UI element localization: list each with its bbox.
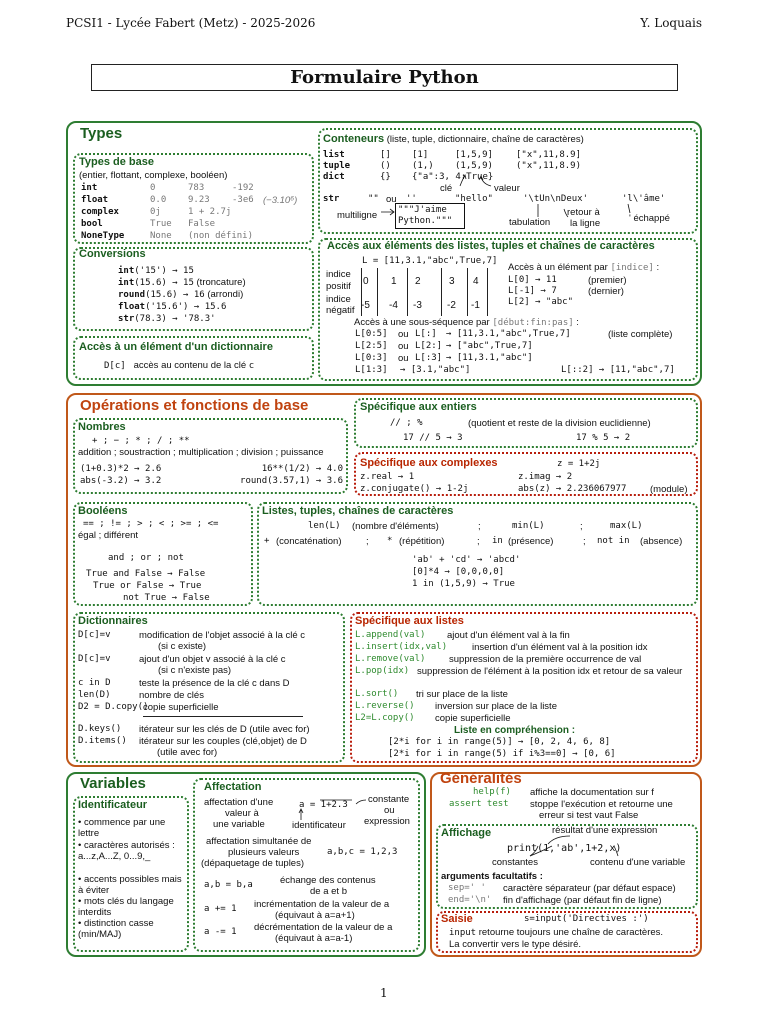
affect-desc2-b: plusieurs valeurs — [228, 847, 300, 858]
index-positive: 1 — [391, 276, 397, 287]
list-method-code: L2=L.copy() — [355, 713, 415, 723]
affect-constante-2: ou — [384, 805, 395, 816]
sub-access-ou: ou — [398, 329, 409, 340]
sub-access-title: Accès à une sous-séquence par — [354, 317, 490, 328]
sub-access-result: → ["abc",True,7] — [446, 341, 533, 351]
entiers-ops: // ; % — [390, 418, 423, 428]
listes-title: Listes, tuples, chaînes de caractères — [262, 505, 454, 517]
nombres-title: Nombres — [78, 421, 126, 433]
triple-quote-line1: """J'aime — [398, 205, 447, 215]
indice-positif-1: indice — [326, 269, 351, 280]
index-negative: -4 — [389, 300, 398, 311]
affichage-result-label: résultat d'une expression — [552, 825, 658, 836]
index-positive: 0 — [363, 276, 369, 287]
comprehension-2: [2*i for i in range(5) if i%3==0] → [0, 6] — [388, 749, 616, 759]
listes-fn-code: min(L) — [512, 521, 545, 531]
sub-access-note: (liste complète) — [608, 329, 673, 340]
affect-text-line2: de a et b — [310, 886, 347, 897]
label-echappe: ' échappé — [629, 213, 670, 224]
complexes-real: z.real → 1 — [360, 472, 415, 482]
dict-access-text: accès au contenu de la clé — [133, 360, 247, 371]
affect-title: Affectation — [204, 781, 262, 793]
list-method-code: L.insert(idx,val) — [355, 642, 448, 652]
container-example: [] — [380, 150, 391, 160]
elem-access-note: (premier) — [588, 275, 627, 286]
dict-op-text: ajout d'un objet v associé à la clé c — [139, 654, 286, 665]
print-arg-text: caractère séparateur (par défaut espace) — [503, 883, 676, 894]
label-retour: retour à — [567, 207, 600, 218]
entiers-ex1: 17 // 5 → 3 — [403, 433, 463, 443]
label-la-ligne: la ligne — [570, 218, 601, 229]
index-negative: -1 — [471, 300, 480, 311]
saisie-text-2: La convertir vers le type désiré. — [449, 939, 582, 950]
base-types-title: Types de base — [79, 156, 154, 168]
container-example: ("x",11,8.9) — [516, 161, 582, 171]
index-separator — [407, 268, 408, 316]
booleens-cmp-desc: égal ; différent — [78, 530, 139, 541]
entiers-title: Spécifique aux entiers — [360, 401, 477, 413]
listes-fn-text: (nombre d'éléments) — [352, 521, 439, 532]
conversion-row — [118, 289, 243, 301]
base-type-note: (−3.10⁶) — [263, 195, 298, 206]
nombres-example-left: abs(-3.2) → 3.2 — [80, 476, 162, 486]
affichage-arrows — [510, 834, 630, 858]
conversion-row — [118, 313, 216, 325]
container-example: {"a":3, 4:True} — [412, 172, 494, 182]
sub-access-colon: : — [576, 317, 579, 328]
container-example: {} — [380, 172, 391, 182]
affichage-code: print(1,'ab',1+2,x) — [507, 843, 622, 854]
dict-access-line — [104, 360, 254, 372]
list-method-code: L.remove(val) — [355, 654, 426, 664]
base-type-name: int — [81, 183, 98, 193]
conversion-result: (15.6) → 16 — [145, 290, 205, 300]
list-method-text: inversion sur place de la liste — [435, 701, 557, 712]
base-type-example: 9.23 — [188, 195, 210, 205]
str-annotation-arrows — [530, 201, 640, 219]
dict-access-title: Accès à un élément d'un dictionnaire — [79, 341, 273, 353]
complexes-conj: z.conjugate() → 1-2j — [360, 484, 469, 494]
sub-access-ou: ou — [398, 341, 409, 352]
affect-code: a,b = b,a — [204, 880, 253, 890]
index-positive: 4 — [473, 276, 479, 287]
header-right: Y. Loquais — [640, 16, 702, 30]
booleens-title: Booléens — [78, 505, 128, 517]
list-definition: L = [11,3.1,"abc",True,7] — [362, 256, 498, 266]
comprehension-title: Liste en compréhension : — [454, 725, 576, 736]
str-empty-1: "" — [368, 194, 379, 204]
saisie-text-1-rest: retourne toujours une chaîne de caractères. — [478, 927, 664, 938]
index-negative: -3 — [413, 300, 422, 311]
containers-heading — [323, 134, 584, 145]
indice-negatif-2: négatif — [326, 305, 355, 316]
index-separator — [467, 268, 468, 316]
dict-op-code: D2 = D.copy() — [78, 702, 149, 712]
slistes-title: Spécifique aux listes — [355, 615, 464, 627]
dict-op-subtext: (utile avec for) — [157, 747, 218, 758]
multiligne-arrow — [380, 207, 396, 217]
dicts-divider — [143, 716, 303, 717]
base-types-subtitle: (entier, flottant, complexe, booléen) — [79, 170, 228, 181]
index-separator — [441, 268, 442, 316]
container-type-name: list — [323, 150, 345, 160]
container-example: () — [380, 161, 391, 171]
indice-negatif-1: indice — [326, 294, 351, 305]
affect-text-line1: décrémentation de la valeur de a — [254, 922, 393, 933]
conversion-row — [118, 277, 246, 289]
page-title: Formulaire Python — [91, 64, 678, 91]
sub-access-result: → [11,3.1,"abc"] — [446, 353, 533, 363]
container-example: [1] — [412, 150, 429, 160]
dict-access-var: c — [248, 361, 255, 371]
nombres-desc: addition ; soustraction ; multiplication ; division ; puissance — [78, 447, 324, 458]
assert-code: assert test — [449, 799, 509, 809]
dict-op-code: c in D — [78, 678, 111, 688]
str-escape-example: 'l\'âme' — [622, 194, 666, 204]
elem-access-code: L[2] → "abc" — [508, 297, 574, 307]
sub-access-b: L[:] — [415, 329, 437, 339]
nombres-example-left: (1+0.3)*2 → 2.6 — [80, 464, 162, 474]
affect-desc2-a: affectation simultanée de — [206, 836, 312, 847]
conversion-row — [118, 301, 226, 313]
container-type-name: dict — [323, 172, 345, 182]
index-negative: -5 — [361, 300, 370, 311]
list-method-code: L.append(val) — [355, 630, 426, 640]
assert-text-2: erreur si test vaut False — [539, 810, 639, 821]
affect-constante-3: expression — [364, 816, 410, 827]
base-type-name: bool — [81, 219, 103, 229]
sub-access-code: [début:fin:pas] — [492, 318, 574, 328]
complexes-abs: abs(z) → 2.236067977 — [518, 484, 627, 494]
listes-op-text: (concaténation) — [276, 536, 342, 547]
dict-access-code: D[c] — [104, 361, 126, 371]
list-method-text: copie superficielle — [435, 713, 511, 724]
affichage-args-title: arguments facultatifs : — [441, 871, 543, 882]
affect-code: a += 1 — [204, 904, 237, 914]
conversion-fn: float — [118, 302, 146, 312]
listes-separator: ; — [583, 536, 586, 547]
listes-op-text: (répétition) — [399, 536, 445, 547]
str-type-name: str — [323, 194, 340, 204]
affect-desc1-c: une variable — [213, 819, 265, 830]
base-type-example: -3e6 — [232, 195, 254, 205]
conversion-note: (arrondi) — [204, 289, 244, 300]
saisie-code: s=input('Directives :') — [524, 914, 649, 924]
ident-rule: • distinction casse (min/MAJ) — [78, 918, 154, 940]
saisie-title: Saisie — [441, 913, 473, 925]
dict-op-text: teste la présence de la clé c dans D — [139, 678, 290, 689]
types-heading: Types — [80, 125, 123, 142]
base-type-name: float — [81, 195, 109, 205]
booleens-logic: and ; or ; not — [108, 553, 184, 563]
assert-text-1: stoppe l'exécution et retourne une — [530, 799, 673, 810]
str-hello: "hello" — [455, 194, 493, 204]
dict-op-text: copie superficielle — [143, 702, 219, 713]
dict-op-code: D.items() — [78, 736, 127, 746]
help-code: help(f) — [473, 787, 511, 797]
container-type-name: tuple — [323, 161, 351, 171]
complexes-title: Spécifique aux complexes — [360, 457, 498, 469]
elem-access-heading — [508, 262, 659, 274]
sub-access-result: → [3.1,"abc"] — [400, 365, 471, 375]
sub-access-a: L[0:3] — [355, 353, 388, 363]
base-type-example: 783 — [188, 183, 205, 193]
booleens-example: True and False → False — [86, 569, 206, 579]
nombres-example-right: 16**(1/2) → 4.0 — [261, 464, 343, 474]
base-type-name: NoneType — [81, 231, 125, 241]
sub-access-heading — [354, 317, 579, 329]
container-example: (1,) — [412, 161, 434, 171]
complexes-abs-note: (module) — [650, 484, 688, 495]
dicts-title: Dictionnaires — [78, 615, 148, 627]
listes-op-code: in — [492, 536, 503, 546]
str-ou: ou — [386, 194, 397, 205]
ident-rule: • mots clés du langage interdits — [78, 896, 174, 918]
conversion-fn: str — [118, 314, 135, 324]
booleens-example: True or False → True — [93, 581, 202, 591]
affect-text-line1: incrémentation de la valeur de a — [254, 899, 390, 910]
help-text: affiche la documentation sur f — [530, 787, 654, 798]
affect-text-line2: (équivaut à a=a+1) — [275, 910, 355, 921]
conversion-result: ('15.6') → 15.6 — [145, 302, 227, 312]
vars-heading: Variables — [80, 775, 146, 792]
listes-example: 1 in (1,5,9) → True — [412, 579, 515, 589]
elem-access-code: L[-1] → 7 — [508, 286, 557, 296]
containers-title: Conteneurs — [323, 133, 385, 145]
listes-op-text: (présence) — [508, 536, 554, 547]
base-type-example: 0 — [150, 183, 156, 193]
affichage-constantes: constantes — [492, 857, 538, 868]
booleens-example: not True → False — [123, 593, 210, 603]
conversion-note: (troncature) — [193, 277, 246, 288]
dict-op-code: D[c]=v — [78, 630, 111, 640]
dict-op-code: D.keys() — [78, 724, 122, 734]
triple-quote-line2: Python.""" — [398, 216, 453, 226]
affect-text-line2: (équivaut à a=a-1) — [275, 933, 353, 944]
list-method-code: L.pop(idx) — [355, 666, 410, 676]
conversion-result: (78.3) → '78.3' — [134, 314, 216, 324]
general-heading: Généralités — [440, 770, 522, 787]
base-type-example: False — [188, 219, 216, 229]
cle-valeur-arrows — [455, 174, 505, 190]
print-arg-text: fin d'affichage (par défaut fin de ligne) — [503, 895, 662, 906]
sub-access-b: L[2:] — [415, 341, 443, 351]
ident-rule: • accents possibles mais à éviter — [78, 874, 182, 896]
elem-access-colon: : — [656, 262, 660, 273]
affect-identificateur: identificateur — [292, 820, 346, 831]
entiers-desc: (quotient et reste de la division euclidienne) — [468, 418, 651, 429]
affichage-contenu: contenu d'une variable — [590, 857, 686, 868]
ident-rule: • caractères autorisés : a...z,A...Z, 0...9,_ — [78, 840, 175, 862]
listes-fn-code: len(L) — [308, 521, 341, 531]
complexes-imag: z.imag → 2 — [518, 472, 573, 482]
elem-access-title: Accès à un élément par — [508, 262, 608, 273]
sub-access-a: L[2:5] — [355, 341, 388, 351]
affect-constante-1: constante — [368, 794, 410, 805]
conversion-result: (15.6) → 15 — [134, 278, 194, 288]
listes-fn-code: max(L) — [610, 521, 643, 531]
label-cle: clé — [440, 183, 453, 194]
listes-box — [257, 502, 698, 606]
listes-op-code: not in — [597, 536, 630, 546]
affect-ex2: a,b,c = 1,2,3 — [327, 847, 398, 857]
complexes-def: z = 1+2j — [557, 459, 601, 469]
elem-access-code: [indice] — [610, 263, 654, 273]
nombres-example-right: round(3.57,1) → 3.6 — [240, 476, 343, 486]
booleens-cmp: == ; != ; > ; < ; >= ; <= — [83, 519, 219, 529]
nombres-symbols: + ; − ; * ; / ; ** — [92, 436, 190, 446]
affect-desc2-c: (dépaquetage de tuples) — [201, 858, 304, 869]
dict-op-code: D[c]=v — [78, 654, 111, 664]
label-tabulation: tabulation — [509, 217, 551, 228]
conversion-fn: round — [118, 290, 146, 300]
dict-op-text: modification de l'objet associé à la clé c — [139, 630, 306, 641]
containers-subtitle: (liste, tuple, dictionnaire, chaîne de caractères) — [386, 134, 584, 145]
listes-separator: ; — [366, 536, 369, 547]
base-type-example: 0.0 — [150, 195, 167, 205]
conversion-result: ('15') → 15 — [134, 266, 194, 276]
sub-access-a: L[0:5] — [355, 329, 388, 339]
list-method-text: ajout d'un élément val à la fin — [447, 630, 570, 641]
dict-op-subtext: (si c existe) — [158, 641, 207, 652]
list-method-text: suppression de la première occurrence de val — [449, 654, 642, 665]
index-positive: 2 — [415, 276, 421, 287]
str-tab-example: '\tUn\nDeux' — [523, 194, 589, 204]
dict-op-code: len(D) — [78, 690, 111, 700]
saisie-input-word: input — [449, 928, 477, 938]
sub-access-a: L[1:3] — [355, 365, 388, 375]
listes-op-code: + — [264, 536, 270, 546]
sub-access-last: L[::2] → [11,"abc",7] — [561, 365, 675, 375]
ops-heading: Opérations et fonctions de base — [80, 397, 309, 414]
base-type-example: -192 — [232, 183, 254, 193]
elem-access-code: L[0] → 11 — [508, 275, 557, 285]
conversion-fn: int — [118, 278, 135, 288]
conversion-row — [118, 265, 194, 277]
list-method-text: suppression de l'élément à la position idx et retour de sa valeur — [417, 666, 683, 677]
affect-arrows — [296, 798, 370, 822]
container-example: [1,5,9] — [455, 150, 493, 160]
base-type-example: True — [150, 219, 172, 229]
sub-access-result: → [11,3.1,"abc",True,7] — [446, 329, 571, 339]
indice-positif-2: positif — [326, 281, 351, 292]
access-title: Accès aux éléments des listes, tuples et chaînes de caractères — [327, 240, 655, 252]
conversions-title: Conversions — [79, 248, 146, 260]
label-valeur: valeur — [494, 183, 520, 194]
saisie-text-1 — [449, 927, 663, 939]
affichage-title: Affichage — [441, 827, 492, 839]
label-multiligne: multiligne — [337, 210, 378, 221]
container-example: (1,5,9) — [455, 161, 493, 171]
index-negative: -2 — [447, 300, 456, 311]
listes-example: [0]*4 → [0,0,0,0] — [412, 567, 505, 577]
page-number: 1 — [380, 986, 388, 1000]
sub-access-b: L[:3] — [415, 353, 443, 363]
affect-code: a -= 1 — [204, 927, 237, 937]
print-arg-code: sep=' ' — [448, 883, 486, 893]
list-method-code: L.sort() — [355, 689, 399, 699]
affect-text-line1: échange des contenus — [280, 875, 376, 886]
base-type-example: 0j — [150, 207, 161, 217]
conversion-fn: int — [118, 266, 135, 276]
index-positive: 3 — [449, 276, 455, 287]
listes-op-code: * — [387, 536, 393, 546]
affect-desc1-b: valeur à — [225, 808, 259, 819]
listes-separator: ; — [478, 521, 481, 532]
listes-separator: ; — [477, 536, 480, 547]
header-left: PCSI1 - Lycée Fabert (Metz) - 2025-2026 — [66, 16, 316, 30]
affect-ex1: a = 1+2.3 — [299, 800, 348, 810]
listes-op-text: (absence) — [640, 536, 683, 547]
ident-title: Identificateur — [78, 799, 148, 811]
ident-rule: • commence par une lettre — [78, 817, 166, 839]
base-type-example: 1 + 2.7j — [188, 207, 232, 217]
base-type-name: complex — [81, 207, 119, 217]
list-method-code: L.reverse() — [355, 701, 415, 711]
print-arg-code: end='\n' — [448, 895, 492, 905]
entiers-ex2: 17 % 5 → 2 — [576, 433, 631, 443]
container-example: ["x",11,8.9] — [516, 150, 582, 160]
base-type-example: (non défini) — [188, 231, 254, 241]
listes-example: 'ab' + 'cd' → 'abcd' — [412, 555, 521, 565]
dict-op-text: itérateur sur les couples (clé,objet) de D — [139, 736, 307, 747]
list-method-text: tri sur place de la liste — [416, 689, 508, 700]
sub-access-ou: ou — [398, 353, 409, 364]
dict-op-text: itérateur sur les clés de D (utile avec for) — [139, 724, 310, 735]
elem-access-note: (dernier) — [588, 286, 624, 297]
index-separator — [487, 268, 488, 316]
str-empty-2: '' — [406, 194, 417, 204]
affect-desc1-a: affectation d'une — [204, 797, 274, 808]
dict-op-text: nombre de clés — [139, 690, 204, 701]
list-method-text: insertion d'un élément val à la position idx — [472, 642, 648, 653]
comprehension-1: [2*i for i in range(5)] → [0, 2, 4, 6, 8] — [388, 737, 611, 747]
dict-op-subtext: (si c n'existe pas) — [158, 665, 232, 676]
listes-separator: ; — [580, 521, 583, 532]
index-separator — [377, 268, 378, 316]
base-type-example: None — [150, 231, 172, 241]
